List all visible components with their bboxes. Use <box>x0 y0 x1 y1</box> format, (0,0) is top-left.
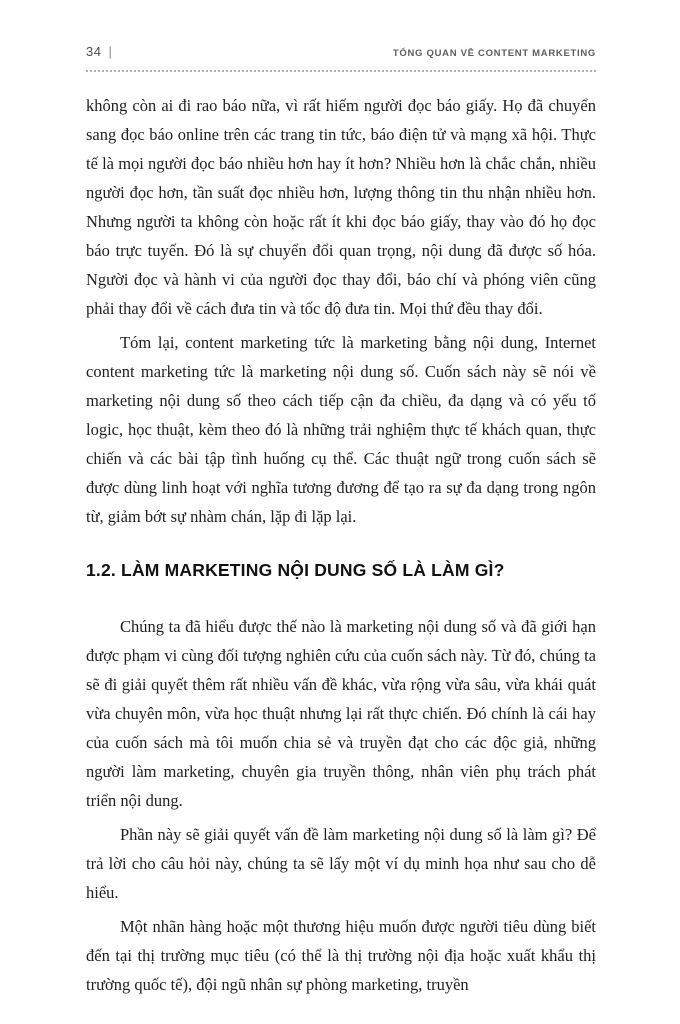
paragraph: Phần này sẽ giải quyết vấn đề làm marketing nội dung số là làm gì? Để trả lời cho câu hỏi này, chúng ta sẽ lấy một ví dụ minh họa như sau cho dễ hiểu. <box>86 825 596 902</box>
section-heading: 1.2. LÀM MARKETING NỘI DUNG SỐ LÀ LÀM GÌ? <box>86 560 505 580</box>
paragraph: không còn ai đi rao báo nữa, vì rất hiếm người đọc báo giấy. Họ đã chuyển sang đọc báo online trên các trang tin tức, báo điện tử và mạng xã hội. Thực tế là mọi người đọc báo nhiều hơn hay ít hơn? Nhiều hơn là chắc chắn, nhiều người đọc hơn, tần suất đọc nhiều hơn, lượng thông tin thu nhận nhiều hơn. Nhưng người ta không còn hoặc rất ít khi đọc báo giấy, thay vào đó họ đọc báo trực tuyến. Đó là sự chuyển đổi quan trọng, nội dung đã được số hóa. Người đọc và hành vi của người đọc thay đổi, báo chí và phóng viên cũng phải thay đổi về cách đưa tin và tốc độ đưa tin. Mọi thứ đều thay đổi. <box>86 96 596 318</box>
page-number: 34 <box>86 44 102 59</box>
paragraph: Chúng ta đã hiểu được thế nào là marketing nội dung số và đã giới hạn được phạm vi cùng đối tượng nghiên cứu của cuốn sách này. Từ đó, chúng ta sẽ đi giải quyết thêm rất nhiều vấn đề khác, vừa rộng vừa sâu, vừa khái quát vừa chuyên môn, vừa học thuật nhưng lại rất thực chiến. Đó chính là cái hay của cuốn sách mà tôi muốn chia sẻ và truyền đạt cho các độc giả, những người làm marketing, chuyên gia truyền thông, nhân viên phụ trách phát triển nội dung. <box>86 617 596 810</box>
header-separator: | <box>108 44 112 59</box>
page-header <box>86 44 596 59</box>
paragraph: Một nhãn hàng hoặc một thương hiệu muốn được người tiêu dùng biết đến tại thị trường mục tiêu (có thể là thị trường nội địa hoặc xuất khẩu thị trường quốc tế), đội ngũ nhân sự phòng marketing, truyền <box>86 917 596 994</box>
paragraph: Tóm lại, content marketing tức là marketing bằng nội dung, Internet content marketing tức là marketing nội dung số. Cuốn sách này sẽ nói về marketing nội dung số theo cách tiếp cận đa chiều, đa dạng và có yếu tố logic, học thuật, kèm theo đó là những trải nghiệm thực tế khách quan, thực chiến và các bài tập tình huống cụ thể. Các thuật ngữ trong cuốn sách sẽ được dùng linh hoạt với nghĩa tương đương để tạo ra sự đa dạng trong ngôn từ, giảm bớt sự nhàm chán, lặp đi lặp lại. <box>86 333 596 526</box>
running-title: TỔNG QUAN VỀ CONTENT MARKETING <box>392 48 596 59</box>
header-dotted-rule <box>86 70 596 72</box>
page-number-group <box>86 44 112 59</box>
page-body <box>86 91 596 999</box>
